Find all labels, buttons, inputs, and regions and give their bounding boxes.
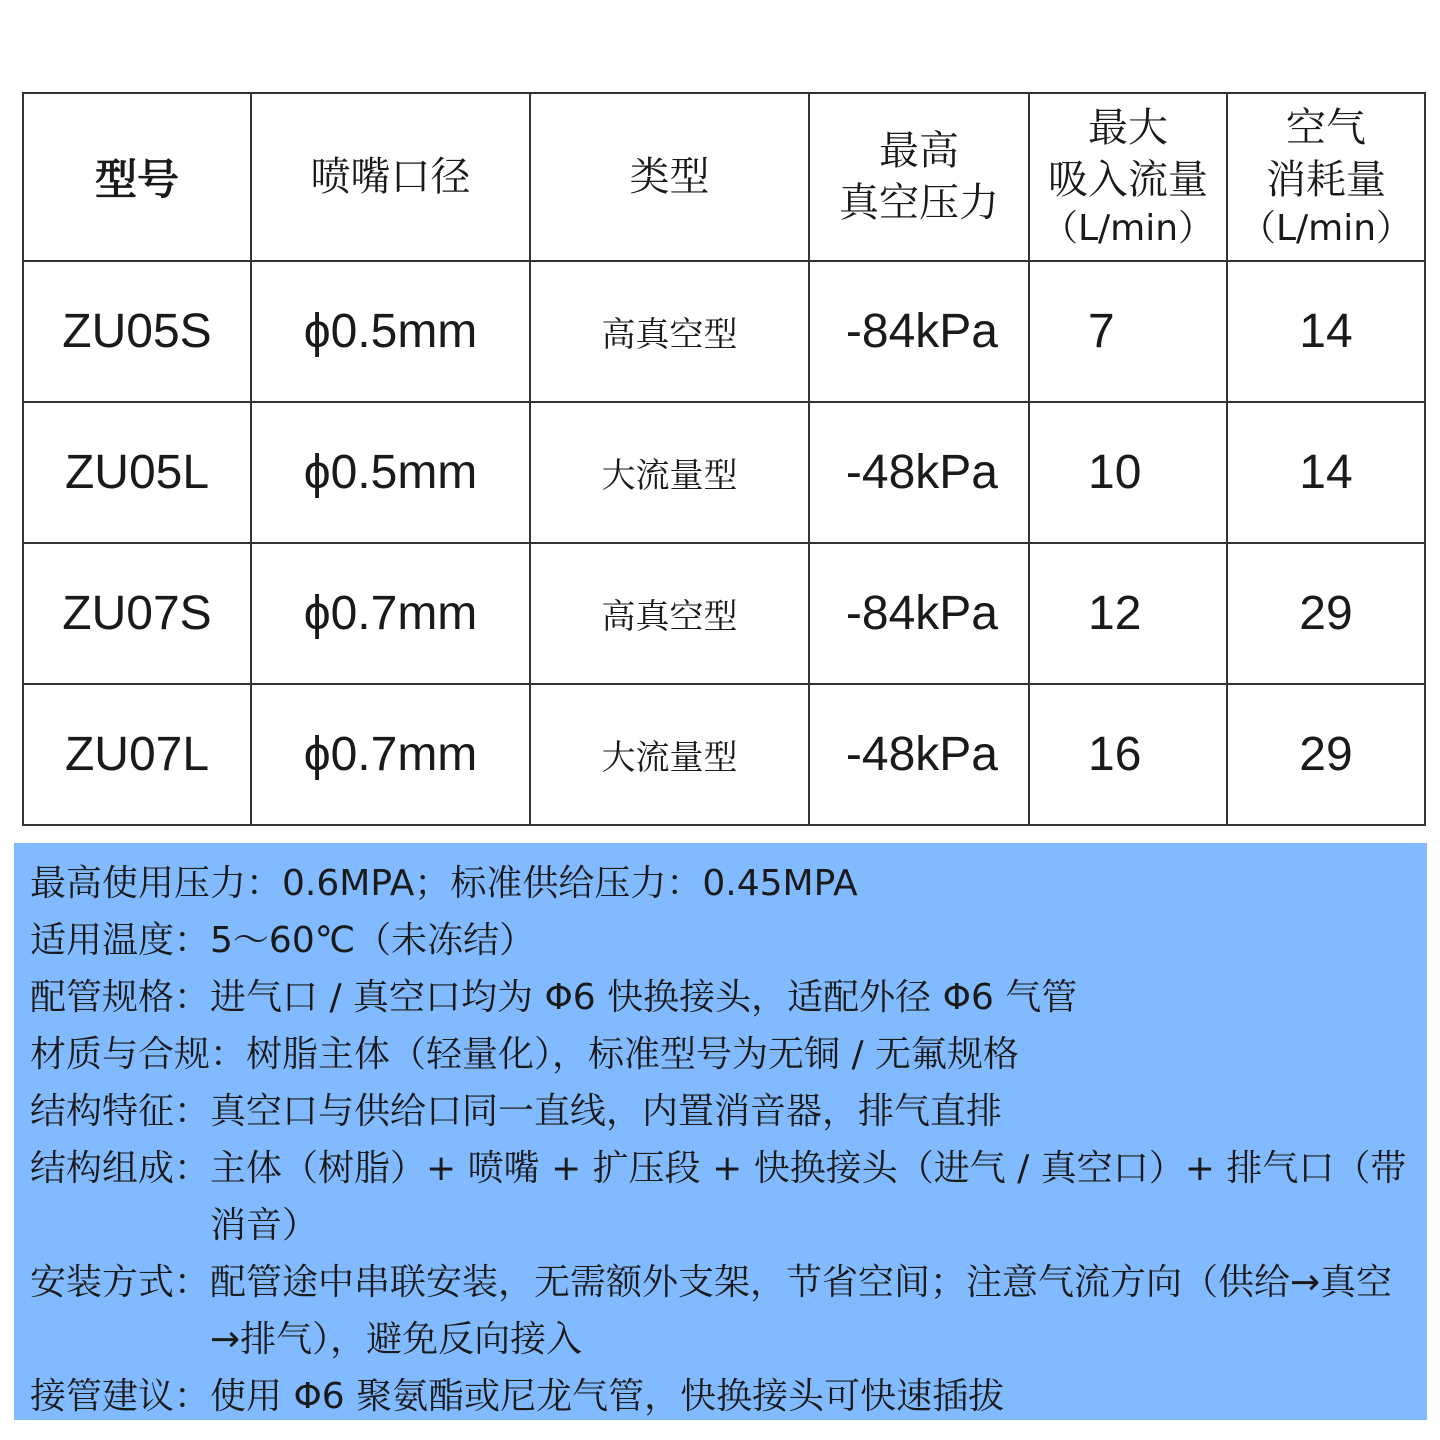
note-label: 适用温度： <box>30 920 211 961</box>
note-label: 结构组成： <box>30 1148 211 1189</box>
cell-nozzle: ϕ0.7mm <box>251 684 530 825</box>
cell-air: 29 <box>1227 684 1425 825</box>
cell-type: 高真空型 <box>530 543 809 684</box>
cell-air: 29 <box>1227 543 1425 684</box>
note-label: 结构特征： <box>30 1091 211 1132</box>
cell-vacuum: -48kPa <box>809 684 1029 825</box>
note-text: 使用 Φ6 聚氨酯或尼龙气管，快换接头可快速插拔 <box>210 1376 1005 1417</box>
header-vacuum-line2: 真空压力 <box>839 180 999 226</box>
cell-model: ZU07L <box>23 684 251 825</box>
header-nozzle: 喷嘴口径 <box>251 93 530 261</box>
note-max-pressure <box>30 855 1427 912</box>
note-connection <box>30 1368 1427 1425</box>
cell-model: ZU05L <box>23 402 251 543</box>
note-structure-feature <box>30 1083 1427 1140</box>
cell-type: 高真空型 <box>530 261 809 402</box>
note-label: 接管建议： <box>30 1376 211 1417</box>
cell-nozzle: ϕ0.5mm <box>251 402 530 543</box>
cell-air: 14 <box>1227 261 1425 402</box>
table-row <box>23 684 1425 825</box>
cell-suction: 7 <box>1029 261 1227 402</box>
header-air <box>1227 93 1425 261</box>
note-structure-composition <box>30 1140 1427 1254</box>
cell-vacuum: -48kPa <box>809 402 1029 543</box>
cell-model: ZU05S <box>23 261 251 402</box>
note-label: 最高使用压力： <box>30 863 283 904</box>
note-piping <box>30 969 1427 1026</box>
table-row <box>23 402 1425 543</box>
note-text: 进气口 / 真空口均为 Φ6 快换接头，适配外径 Φ6 气管 <box>210 977 1078 1018</box>
header-vacuum <box>809 93 1029 261</box>
header-suction-unit: （L/min） <box>1041 207 1215 249</box>
cell-type: 大流量型 <box>530 684 809 825</box>
note-label: 材质与合规： <box>30 1034 247 1075</box>
table-row <box>23 543 1425 684</box>
cell-model: ZU07S <box>23 543 251 684</box>
note-text: 主体（树脂）+ 喷嘴 + 扩压段 + 快换接头（进气 / 真空口）+ 排气口（带消音） <box>210 1148 1407 1246</box>
note-installation <box>30 1254 1427 1368</box>
note-text: 树脂主体（轻量化），标准型号为无铜 / 无氟规格 <box>246 1034 1020 1075</box>
header-vacuum-line1: 最高 <box>879 128 959 174</box>
note-label: 配管规格： <box>30 977 211 1018</box>
cell-nozzle: ϕ0.5mm <box>251 261 530 402</box>
header-model: 型号 <box>23 93 251 261</box>
cell-vacuum: -84kPa <box>809 543 1029 684</box>
note-text: 0.6MPA；标准供给压力：0.45MPA <box>282 863 858 904</box>
cell-type: 大流量型 <box>530 402 809 543</box>
spec-table <box>22 92 1426 826</box>
cell-suction: 16 <box>1029 684 1227 825</box>
header-suction-line1: 最大 <box>1088 104 1168 151</box>
header-air-line2: 消耗量 <box>1266 156 1386 203</box>
cell-suction: 12 <box>1029 543 1227 684</box>
note-text: 真空口与供给口同一直线，内置消音器，排气直排 <box>210 1091 1003 1132</box>
cell-nozzle: ϕ0.7mm <box>251 543 530 684</box>
cell-suction: 10 <box>1029 402 1227 543</box>
note-text: 配管途中串联安装，无需额外支架，节省空间；注意气流方向（供给→真空→排气），避免反向接入 <box>210 1262 1393 1360</box>
cell-vacuum: -84kPa <box>809 261 1029 402</box>
table-row <box>23 261 1425 402</box>
notes-panel <box>14 843 1427 1420</box>
note-material <box>30 1026 1427 1083</box>
note-text: 5～60℃（未冻结） <box>210 920 536 961</box>
header-type: 类型 <box>530 93 809 261</box>
note-temperature <box>30 912 1427 969</box>
header-suction <box>1029 93 1227 261</box>
header-air-line1: 空气 <box>1286 104 1366 151</box>
cell-air: 14 <box>1227 402 1425 543</box>
header-suction-line2: 吸入流量 <box>1048 156 1208 203</box>
table-header-row <box>23 93 1425 261</box>
note-label: 安装方式： <box>30 1262 211 1303</box>
header-air-unit: （L/min） <box>1239 207 1413 249</box>
